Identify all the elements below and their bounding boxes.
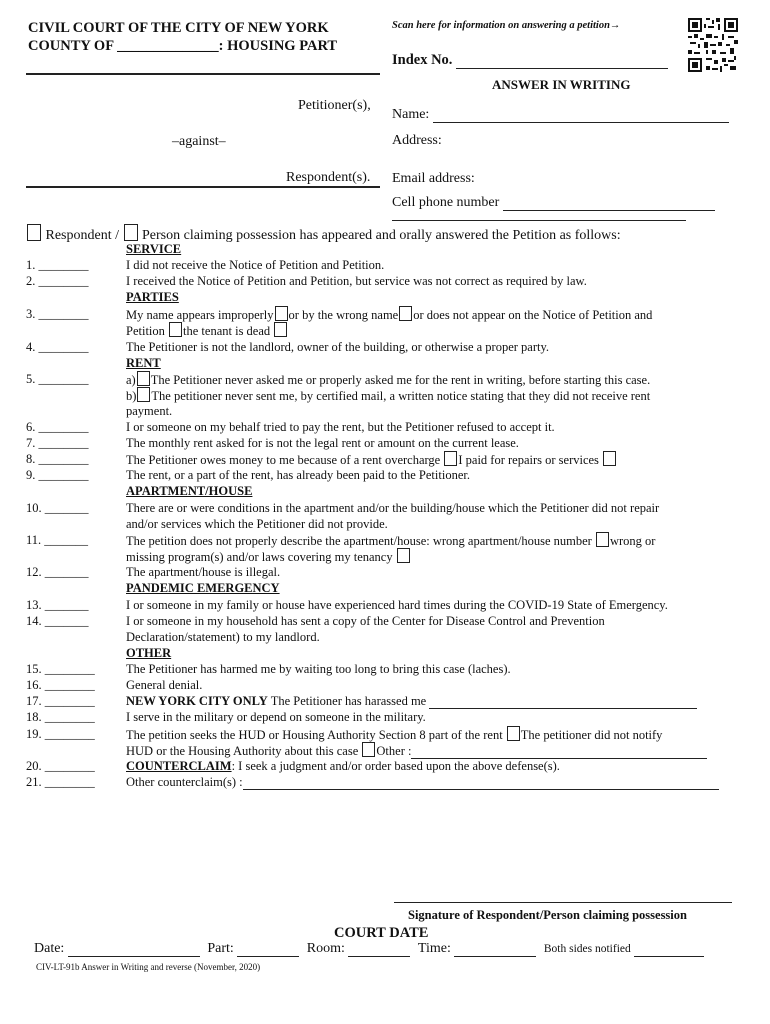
section-parties: PARTIES bbox=[126, 290, 179, 304]
overcharge-checkbox[interactable] bbox=[444, 451, 457, 466]
item-number[interactable]: 16. ________ bbox=[26, 678, 95, 692]
tenant-dead-checkbox[interactable] bbox=[274, 322, 287, 337]
section-rent: RENT bbox=[126, 356, 161, 370]
index-label: Index No. bbox=[392, 52, 453, 68]
respondent-label: Respondent(s). bbox=[286, 170, 371, 185]
item-number[interactable]: 4. ________ bbox=[26, 340, 89, 354]
court-date-title: COURT DATE bbox=[334, 925, 429, 941]
petitioner-label: Petitioner(s), bbox=[298, 98, 371, 113]
form-id: CIV-LT-91b Answer in Writing and reverse (November, 2020) bbox=[36, 962, 261, 972]
item-number[interactable]: 6. ________ bbox=[26, 420, 89, 434]
section-pandemic: PANDEMIC EMERGENCY bbox=[126, 581, 280, 595]
part-label: Part: bbox=[207, 941, 234, 956]
phone-extra-line bbox=[392, 220, 686, 221]
improper-name-checkbox[interactable] bbox=[275, 306, 288, 321]
signature-label: Signature of Respondent/Person claiming possession bbox=[408, 908, 687, 922]
item-number[interactable]: 1. ________ bbox=[26, 258, 89, 272]
phone-field[interactable] bbox=[392, 195, 715, 211]
section-other: OTHER bbox=[126, 646, 172, 660]
person-claiming-checkbox[interactable] bbox=[124, 224, 138, 241]
email-label: Email address: bbox=[392, 171, 475, 186]
signature-line[interactable] bbox=[394, 902, 732, 903]
item-number[interactable]: 19. ________ bbox=[26, 727, 95, 741]
section-service: SERVICE bbox=[126, 242, 182, 256]
missing-program-checkbox[interactable] bbox=[397, 548, 410, 563]
item-number[interactable]: 12. _______ bbox=[26, 565, 89, 579]
court-name: CIVIL COURT OF THE CITY OF NEW YORK bbox=[28, 20, 329, 36]
item-number[interactable]: 10. _______ bbox=[26, 501, 89, 515]
address-field[interactable] bbox=[392, 133, 442, 149]
item-number[interactable]: 11. _______ bbox=[26, 533, 89, 547]
header-rule bbox=[26, 73, 380, 75]
item-number[interactable]: 14. _______ bbox=[26, 614, 89, 628]
rent-5a-checkbox[interactable] bbox=[137, 371, 150, 386]
room-field[interactable] bbox=[348, 956, 410, 957]
email-field[interactable] bbox=[392, 171, 475, 187]
room-label: Room: bbox=[306, 941, 345, 956]
date-label: Date: bbox=[34, 941, 65, 956]
item-number[interactable]: 13. _______ bbox=[26, 598, 89, 612]
wrong-name-checkbox[interactable] bbox=[399, 306, 412, 321]
notified-field[interactable] bbox=[634, 956, 704, 957]
time-field[interactable] bbox=[454, 956, 536, 957]
part-field[interactable] bbox=[237, 956, 299, 957]
wrong-apartment-checkbox[interactable] bbox=[596, 532, 609, 547]
item-number[interactable]: 17. ________ bbox=[26, 694, 95, 708]
phone-label: Cell phone number bbox=[392, 195, 500, 210]
rent-5b-checkbox[interactable] bbox=[137, 387, 150, 402]
name-field[interactable] bbox=[392, 107, 729, 123]
other-checkbox[interactable] bbox=[362, 742, 375, 757]
item-number[interactable]: 21. ________ bbox=[26, 775, 95, 789]
petition-checkbox[interactable] bbox=[169, 322, 182, 337]
against-label: –against– bbox=[172, 134, 226, 149]
item-number[interactable]: 15. ________ bbox=[26, 662, 95, 676]
scan-note: Scan here for information on answering a petition→ bbox=[392, 20, 621, 31]
repairs-checkbox[interactable] bbox=[603, 451, 616, 466]
qr-code-icon[interactable] bbox=[688, 18, 738, 72]
time-label: Time: bbox=[417, 941, 451, 956]
notified-label: Both sides notified bbox=[543, 943, 631, 955]
item-number[interactable]: 5. ________ bbox=[26, 372, 89, 386]
index-number-field[interactable] bbox=[392, 52, 668, 69]
intro-respondent: Respondent / bbox=[45, 228, 119, 243]
item-number[interactable]: 7. ________ bbox=[26, 436, 89, 450]
section8-checkbox[interactable] bbox=[507, 726, 520, 741]
section-apartment: APARTMENT/HOUSE bbox=[126, 484, 253, 498]
item-number[interactable]: 9. ________ bbox=[26, 468, 89, 482]
item-number[interactable]: 8. ________ bbox=[26, 452, 89, 466]
intro-text: Person claiming possession has appeared and orally answered the Petition as follows: bbox=[142, 228, 621, 243]
name-label: Name: bbox=[392, 107, 430, 122]
court-date-fields bbox=[34, 941, 704, 957]
county-line: COUNTY OF ______________: HOUSING PART bbox=[28, 38, 338, 54]
item-number[interactable]: 18. ________ bbox=[26, 710, 95, 724]
item-number[interactable]: 20. ________ bbox=[26, 759, 95, 773]
address-label: Address: bbox=[392, 133, 442, 148]
other-counterclaim-field[interactable] bbox=[243, 789, 719, 790]
date-field[interactable] bbox=[68, 956, 200, 957]
item-number[interactable]: 3. ________ bbox=[26, 307, 89, 321]
form-title: ANSWER IN WRITING bbox=[492, 77, 631, 92]
caption-rule bbox=[26, 186, 380, 188]
respondent-checkbox[interactable] bbox=[27, 224, 41, 241]
item-number[interactable]: 2. ________ bbox=[26, 274, 89, 288]
